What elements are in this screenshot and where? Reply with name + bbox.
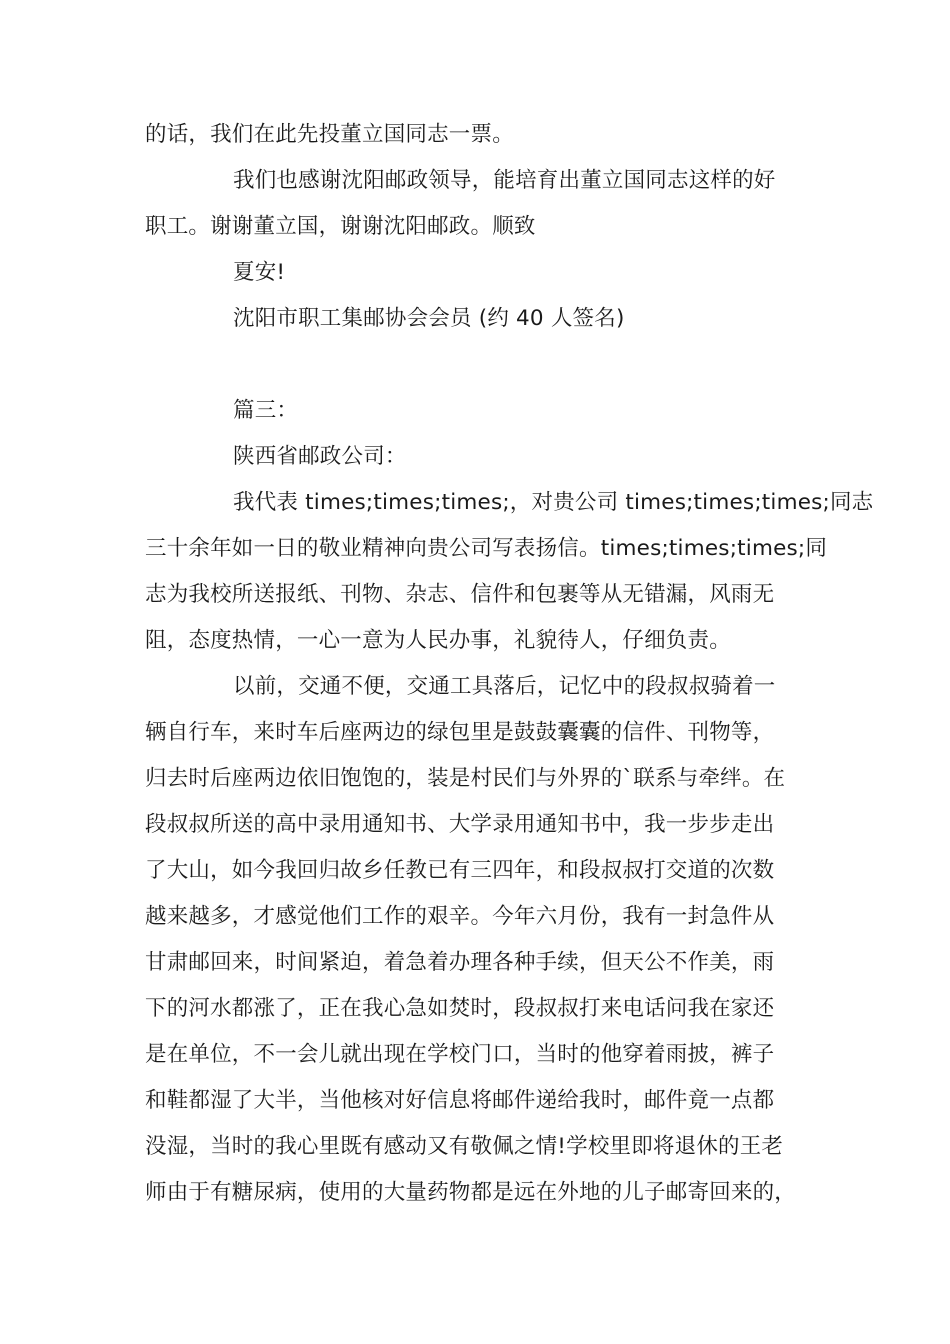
letter-three: [145, 388, 874, 1216]
section-heading: 篇三：: [233, 398, 299, 423]
closing-greeting: 夏安!: [233, 260, 286, 285]
paragraph-line: 师由于有糖尿病，使用的大量药物都是远在外地的儿子邮寄回来的，: [145, 1180, 797, 1205]
paragraph-line: 职工。谢谢董立国，谢谢沈阳邮政。顺致: [145, 214, 536, 239]
paragraph-line: 了大山，如今我回归故乡任教已有三四年，和段叔叔打交道的次数: [145, 858, 775, 883]
paragraph-line: 越来越多，才感觉他们工作的艰辛。今年六月份，我有一封急件从: [145, 904, 775, 929]
paragraph-line: 归去时后座两边依旧饱饱的，装是村民们与外界的`联系与牵绊。在: [145, 766, 786, 791]
paragraph-line: 和鞋都湿了大半，当他核对好信息将邮件递给我时，邮件竟一点都: [145, 1088, 775, 1113]
paragraph-line: 三十余年如一日的敬业精神向贵公司写表扬信。times;times;times;同: [145, 536, 828, 561]
paragraph-line: 我代表 times;times;times;，对贵公司 times;times;times;同志: [233, 490, 874, 515]
paragraph-line: 阻，态度热情，一心一意为人民办事，礼貌待人，仔细负责。: [145, 628, 731, 653]
paragraph-line: 以前，交通不便，交通工具落后，记忆中的段叔叔骑着一: [233, 674, 776, 699]
paragraph-line: 下的河水都涨了，正在我心急如焚时，段叔叔打来电话问我在家还: [145, 996, 775, 1021]
paragraph-line: 是在单位，不一会儿就出现在学校门口，当时的他穿着雨披，裤子: [145, 1042, 775, 1067]
paragraph-line: 段叔叔所送的高中录用通知书、大学录用通知书中，我一步步走出: [145, 812, 775, 837]
paragraph-line: 的话，我们在此先投董立国同志一票。: [145, 122, 514, 147]
signature-line: 沈阳市职工集邮协会会员 (约 40 人签名): [233, 306, 625, 331]
paragraph-line: 辆自行车，来时车后座两边的绿包里是鼓鼓囊囊的信件、刊物等，: [145, 720, 775, 745]
salutation: 陕西省邮政公司：: [233, 444, 407, 469]
paragraph-line: 甘肃邮回来，时间紧迫，着急着办理各种手续，但天公不作美，雨: [145, 950, 775, 975]
letter-two-closing: [145, 112, 815, 342]
paragraph-line: 没湿，当时的我心里既有感动又有敬佩之情!学校里即将退休的王老: [145, 1134, 784, 1159]
paragraph-line: 我们也感谢沈阳邮政领导，能培育出董立国同志这样的好: [233, 168, 776, 193]
paragraph-line: 志为我校所送报纸、刊物、杂志、信件和包裹等从无错漏，风雨无: [145, 582, 775, 607]
